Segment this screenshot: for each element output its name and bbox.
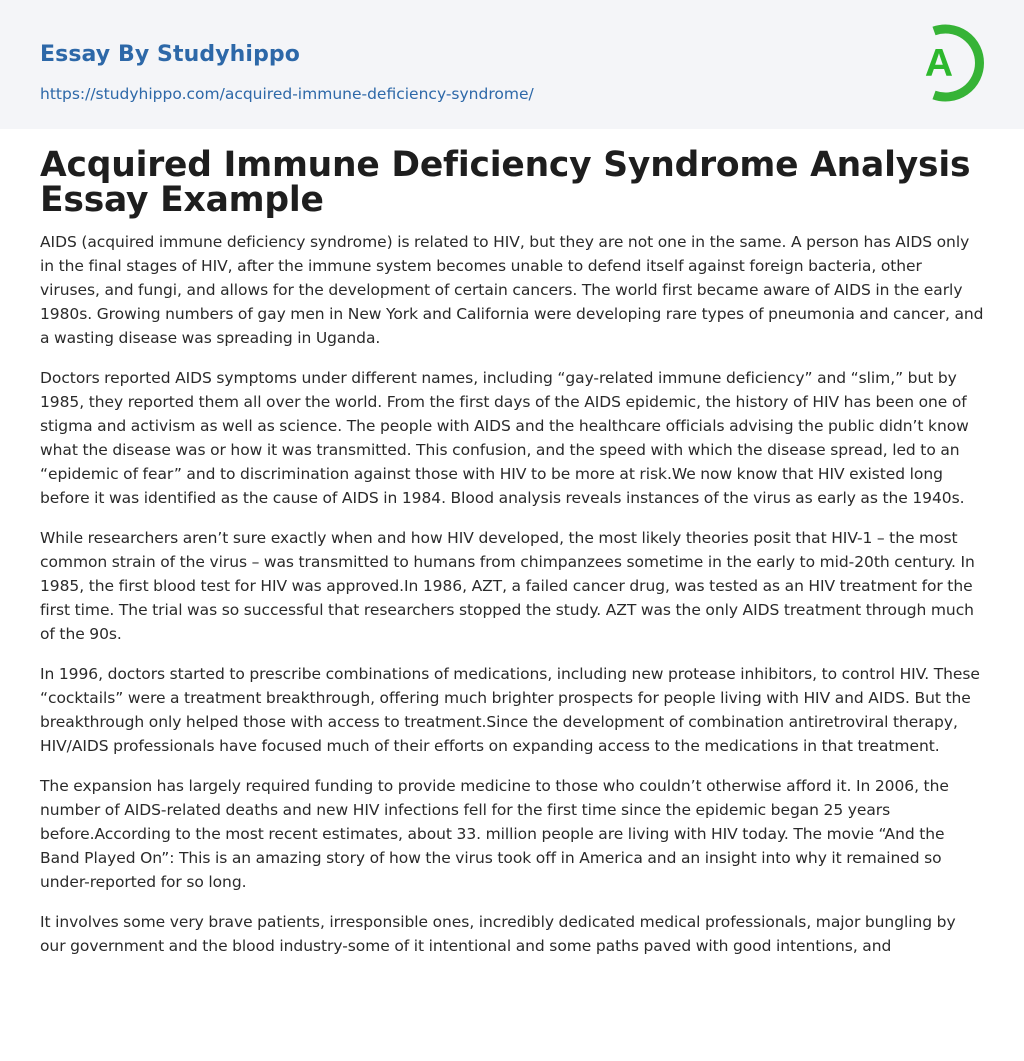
article-paragraph: Doctors reported AIDS symptoms under different names, including “gay-related immune deficiency” and “slim,” but by 1985, they reported them all over the world. From the first days of the AIDS epidemic, the history of HIV has been one of stigma and activism as well as science. The people with AIDS and the healthcare officials advising the public didn’t know what the disease was or how it was transmitted. This confusion, and the speed with which the disease spread, led to an “epidemic of fear” and to discrimination against those with HIV to be more at risk.We now know that HIV existed long before it was identified as the cause of AIDS in 1984. Blood analysis reveals instances of the virus as early as the 1940s. (40, 369, 969, 507)
article-paragraph: In 1996, doctors started to prescribe combinations of medications, including new protease inhibitors, to control HIV. These “cocktails” were a treatment breakthrough, offering much brighter prospects for people living with HIV and AIDS. But the breakthrough only helped those with access to treatment.Since the development of combination antiretroviral therapy, HIV/AIDS professionals have focused much of their efforts on expanding access to the medications in that treatment. (40, 665, 980, 755)
article-content (0, 145, 1024, 958)
article-paragraph: AIDS (acquired immune deficiency syndrome) is related to HIV, but they are not one in the same. A person has AIDS only in the final stages of HIV, after the immune system becomes unable to defend itself against foreign bacteria, other viruses, and fungi, and allows for the development of certain cancers. The world first became aware of AIDS in the early 1980s. Growing numbers of gay men in New York and California were developing rare types of pneumonia and cancer, and a wasting disease was spreading in Uganda. (40, 233, 984, 347)
article-paragraph: While researchers aren’t sure exactly when and how HIV developed, the most likely theories posit that HIV-1 – the most common strain of the virus – was transmitted to humans from chimpanzees sometime in the early to mid-20th century. In 1985, the first blood test for HIV was approved.In 1986, AZT, a failed cancer drug, was tested as an HIV treatment for the first time. The trial was so successful that researchers stopped the study. AZT was the only AIDS treatment through much of the 90s. (40, 529, 975, 643)
article-paragraph: It involves some very brave patients, irresponsible ones, incredibly dedicated medical professionals, major bungling by our government and the blood industry-some of it intentional and some paths paved with good intentions, and (40, 913, 956, 955)
article-paragraph: The expansion has largely required funding to provide medicine to those who couldn’t otherwise afford it. In 2006, the number of AIDS-related deaths and new HIV infections fell for the first time since the epidemic began 25 years before.According to the most recent estimates, about 33. million people are living with HIV today. The movie “And the Band Played On”: This is an amazing story of how the virus took off in America and an insight into why it remained so under-reported for so long. (40, 777, 949, 891)
source-url-link[interactable]: https://studyhippo.com/acquired-immune-deficiency-syndrome/ (40, 85, 534, 103)
site-header (0, 0, 1024, 129)
studyhippo-logo-icon[interactable] (912, 20, 986, 106)
brand-title[interactable]: Essay By Studyhippo (40, 42, 300, 67)
page-title: Acquired Immune Deficiency Syndrome Analysis Essay Example (40, 145, 971, 220)
logo-letter: A (924, 42, 954, 85)
